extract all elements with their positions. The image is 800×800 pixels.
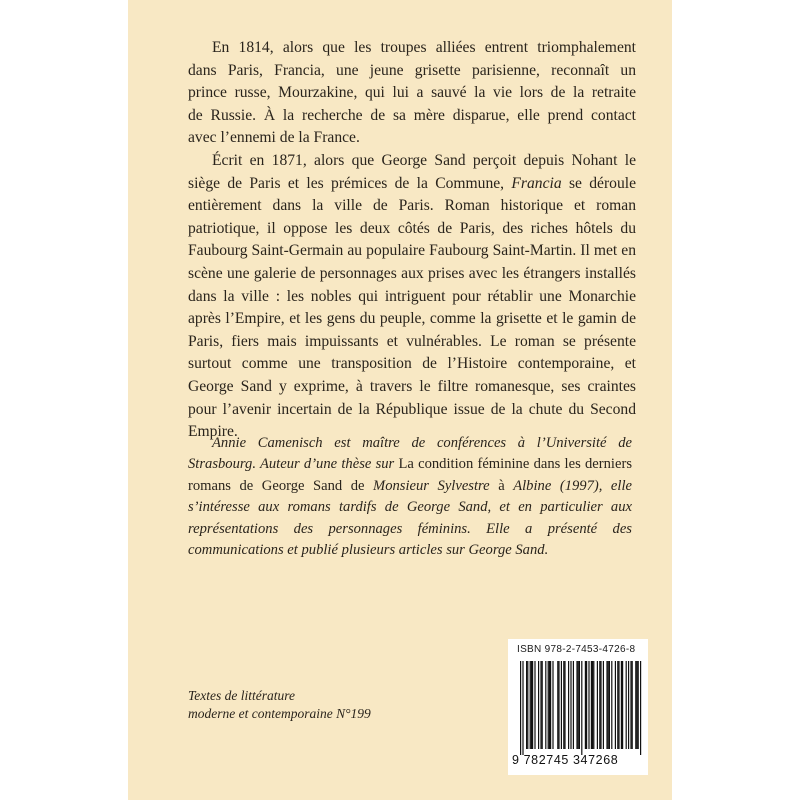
barcode-bar bbox=[540, 661, 541, 749]
barcode-bar bbox=[626, 661, 627, 749]
barcode-bar bbox=[617, 661, 618, 749]
summary-text: Écrit en 1871, alors que George Sand perçoit depuis Nohant le siège de Paris et les prémices de la Commune, bbox=[188, 152, 636, 192]
barcode-bar bbox=[606, 661, 607, 749]
barcode-bar bbox=[615, 661, 616, 749]
work-title: Monsieur Sylvestre bbox=[373, 477, 490, 494]
barcode-bar bbox=[532, 661, 533, 749]
barcode-bar bbox=[636, 661, 637, 749]
barcode-bar bbox=[550, 661, 551, 749]
summary-text: se déroule entièrement dans la ville de Paris. Roman historique et roman patriotique, il oppose les deux côtés de Paris, des riches hôtels du Faubourg Saint-Germain au populaire Faubourg Saint-Martin. Il met en scène une galerie de personnages aux prises avec les étrangers installés dans la ville : les nobles qui intriguent pour rétablir une Monarchie après l’Empire, et les gens du peuple, comme la grisette et le gamin de Paris, fiers mais impuissants et vulnérables. Le roman se présente surtout comme une transposition de l’Histoire contemporaine, et George Sand y exprime, à travers le filtre romanesque, ses craintes pour l’avenir incertain de la République issue de la chute du Second Empire. bbox=[188, 174, 636, 441]
barcode-bar bbox=[576, 661, 577, 749]
barcode-bar bbox=[538, 661, 539, 749]
barcode-bar bbox=[586, 661, 587, 749]
book-title: Francia bbox=[511, 174, 562, 192]
barcode-bar bbox=[628, 661, 629, 749]
barcode-bar bbox=[585, 661, 586, 749]
barcode-bar bbox=[545, 661, 546, 749]
author-bio bbox=[188, 433, 632, 561]
barcode-bar bbox=[600, 661, 601, 749]
barcode-panel bbox=[508, 639, 648, 775]
barcode-bar bbox=[591, 661, 592, 749]
barcode-icon bbox=[514, 661, 642, 755]
barcode-bar bbox=[573, 661, 574, 749]
series-info bbox=[188, 687, 371, 723]
barcode-bar bbox=[534, 661, 535, 749]
isbn-label: ISBN 978-2-7453-4726-8 bbox=[517, 644, 636, 655]
barcode-bar bbox=[548, 661, 549, 749]
summary-line: dans Paris, Francia, une jeune grisette parisienne, reconnaît un bbox=[188, 61, 636, 79]
barcode-bar bbox=[570, 661, 571, 749]
barcode-bar bbox=[599, 661, 600, 749]
barcode-bar bbox=[608, 661, 609, 749]
ean-digits: 9 782745 347268 bbox=[512, 753, 619, 767]
barcode-bar bbox=[632, 661, 633, 749]
barcode-bar bbox=[621, 661, 622, 749]
summary-paragraph-1 bbox=[188, 37, 636, 150]
barcode-bar bbox=[597, 661, 598, 749]
thesis-title: La condition féminine dans les derniers romans de George Sand de bbox=[188, 456, 632, 494]
barcode-bar bbox=[564, 661, 565, 749]
summary-line: de Russie. À la recherche de sa mère disparue, elle prend contact bbox=[188, 106, 636, 124]
barcode-bar bbox=[581, 661, 582, 755]
barcode-bar bbox=[638, 661, 639, 749]
barcode-bar bbox=[603, 661, 604, 749]
barcode-bar bbox=[592, 661, 593, 749]
barcode-bar bbox=[640, 661, 641, 755]
barcode-bar bbox=[593, 661, 594, 749]
barcode-bar bbox=[542, 661, 543, 749]
barcode-bar bbox=[527, 661, 528, 749]
barcode-bar bbox=[531, 661, 532, 749]
series-line-2: moderne et contemporaine N°199 bbox=[188, 706, 371, 721]
barcode-bar bbox=[557, 661, 558, 749]
series-line-1: Textes de littérature bbox=[188, 688, 295, 703]
work-title: Albine bbox=[513, 477, 552, 494]
barcode-bar bbox=[520, 661, 521, 755]
barcode-bar bbox=[630, 661, 631, 749]
barcode-bar bbox=[611, 661, 612, 749]
back-cover bbox=[128, 0, 672, 800]
barcode-bar bbox=[558, 661, 559, 749]
barcode-bar bbox=[563, 661, 564, 749]
barcode-bar bbox=[588, 661, 589, 749]
barcode-bar bbox=[635, 661, 636, 749]
barcode-bar bbox=[609, 661, 610, 749]
barcode-bar bbox=[561, 661, 562, 749]
summary-line: avec l’ennemi de la France. bbox=[188, 129, 360, 147]
barcode-bar bbox=[552, 661, 553, 749]
barcode-bar bbox=[526, 661, 527, 749]
barcode-bar bbox=[618, 661, 619, 749]
summary-paragraph-2 bbox=[188, 150, 636, 444]
barcode-bar bbox=[568, 661, 569, 749]
bio-text: (1997), elle s’intéresse aux romans tardifs de George Sand, et en particulier aux représentations des personnages féminins. Elle a présenté des communications et publié plusieurs articles sur George Sand. bbox=[188, 477, 632, 559]
barcode-bar bbox=[578, 661, 579, 749]
barcode-bar bbox=[522, 661, 523, 755]
bio-text: Annie Camenisch est maître de conférences à l’Université de Strasbourg. Auteur d’une thèse sur bbox=[188, 435, 632, 473]
barcode-bar bbox=[549, 661, 550, 749]
barcode-bar bbox=[579, 661, 580, 749]
summary-line: En 1814, alors que les troupes alliées entrent triomphalement bbox=[212, 39, 636, 56]
bio-text: à bbox=[489, 477, 514, 494]
summary-line: prince russe, Mourzakine, qui lui a sauvé la vie lors de la retraite bbox=[188, 84, 636, 102]
barcode-bar bbox=[622, 661, 623, 749]
barcode-bar bbox=[530, 661, 531, 749]
